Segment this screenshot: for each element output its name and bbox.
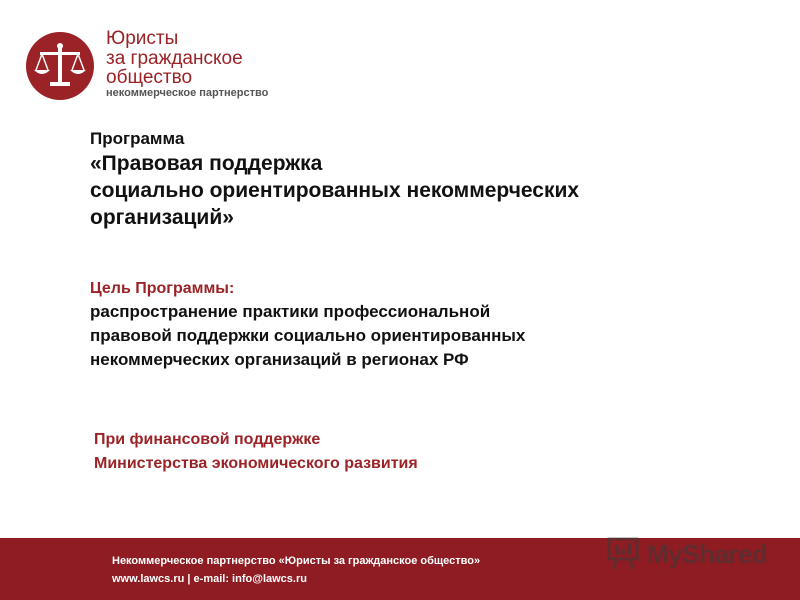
program-title-line-1: «Правовая поддержка — [90, 152, 323, 175]
footer-email-link[interactable]: e-mail: info@lawcs.ru — [193, 573, 307, 585]
goal-label: Цель Программы: — [90, 280, 235, 297]
support-line-2: Министерства экономического развития — [94, 455, 418, 472]
footer-website-link[interactable]: www.lawcs.ru — [112, 573, 185, 585]
organization-logo — [26, 28, 316, 104]
goal-text-line-3: некоммерческих организаций в регионах РФ — [90, 350, 469, 369]
logo-emblem — [26, 32, 94, 100]
goal-text-line-1: распространение практики профессиональной — [90, 302, 491, 321]
myshared-watermark — [605, 535, 775, 573]
logo-name-line-1: Юристы — [106, 28, 179, 49]
logo-name-line-3: общество — [106, 67, 193, 88]
logo-subtitle: некоммерческое партнерство — [106, 87, 269, 99]
presentation-board-icon — [605, 537, 643, 571]
watermark-text-shared: Shared — [682, 539, 768, 569]
program-label: Программа — [90, 129, 185, 148]
watermark-text — [647, 539, 767, 570]
footer-separator: | — [187, 573, 194, 585]
footer-contacts — [112, 573, 307, 585]
watermark-text-my: My — [647, 539, 683, 569]
goal-text-line-2: правовой поддержки социально ориентированных — [90, 326, 526, 345]
program-heading — [90, 128, 579, 231]
program-title-line-3: организаций» — [90, 206, 234, 229]
program-goal — [90, 278, 525, 372]
program-title-line-2: социально ориентированных некоммерческих — [90, 179, 580, 202]
logo-name-line-2: за гражданское — [106, 48, 243, 69]
footer-org-name: Некоммерческое партнерство «Юристы за гражданское общество» — [112, 555, 481, 567]
financial-support-note — [94, 428, 418, 476]
support-line-1: При финансовой поддержке — [94, 431, 321, 448]
scales-of-justice-icon — [26, 32, 94, 100]
